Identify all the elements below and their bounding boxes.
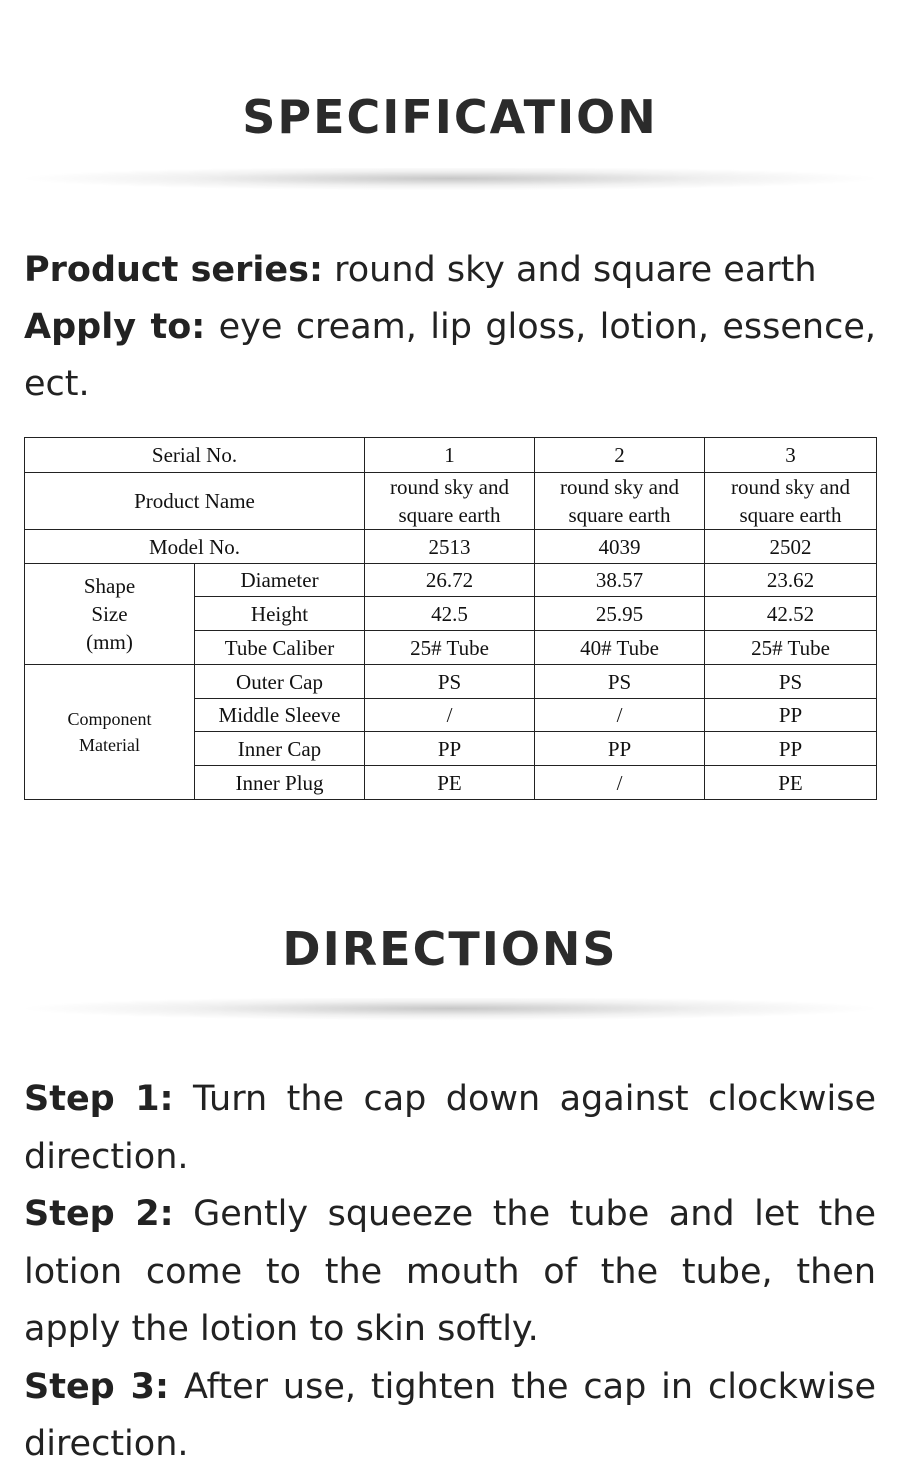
cell-line: square earth xyxy=(568,503,671,527)
table-cell: / xyxy=(535,699,705,732)
table-cell: 2502 xyxy=(705,530,877,564)
product-series-line xyxy=(24,242,876,299)
table-cell: 23.62 xyxy=(705,564,877,597)
table-cell: PP xyxy=(705,732,877,766)
table-cell: PP xyxy=(705,699,877,732)
table-cell: 25# Tube xyxy=(705,631,877,665)
cell-line: (mm) xyxy=(86,630,133,654)
table-cell: / xyxy=(535,766,705,800)
cell-line: round sky and xyxy=(560,475,679,499)
cell-line: Material xyxy=(79,735,140,755)
table-row xyxy=(25,665,877,699)
cell-line: round sky and xyxy=(731,475,850,499)
table-cell: 1 xyxy=(365,438,535,473)
specification-table xyxy=(24,437,877,800)
step-text: Gently squeeze the tube and let the lotion come to the mouth of the tube, then apply the lotion to skin softly. xyxy=(24,1194,876,1349)
product-intro xyxy=(24,242,876,413)
table-cell: 25# Tube xyxy=(365,631,535,665)
table-cell xyxy=(705,473,877,530)
cell-line: Component xyxy=(67,709,152,729)
cell-line: square earth xyxy=(739,503,842,527)
table-row xyxy=(25,530,877,564)
directions-steps xyxy=(24,1071,876,1474)
table-cell: PS xyxy=(535,665,705,699)
model-label: Model No. xyxy=(25,530,365,564)
cell-line: Size xyxy=(91,602,128,626)
table-row xyxy=(25,564,877,597)
table-cell: PP xyxy=(365,732,535,766)
row-label: Tube Caliber xyxy=(195,631,365,665)
table-cell: 42.52 xyxy=(705,597,877,631)
table-cell: PS xyxy=(705,665,877,699)
step-item xyxy=(24,1186,876,1359)
step-label: Step 2: xyxy=(24,1194,174,1234)
row-label: Inner Cap xyxy=(195,732,365,766)
table-cell xyxy=(535,473,705,530)
cell-line: Shape xyxy=(83,574,136,598)
apply-to-line xyxy=(24,299,876,413)
table-cell: 42.5 xyxy=(365,597,535,631)
table-cell: PP xyxy=(535,732,705,766)
title-divider xyxy=(20,168,880,198)
step-item xyxy=(24,1071,876,1186)
step-item xyxy=(24,1359,876,1474)
row-label: Inner Plug xyxy=(195,766,365,800)
row-label: Diameter xyxy=(195,564,365,597)
table-cell: 26.72 xyxy=(365,564,535,597)
serial-label: Serial No. xyxy=(25,438,365,473)
table-cell: 25.95 xyxy=(535,597,705,631)
step-label: Step 1: xyxy=(24,1079,174,1119)
table-cell: 3 xyxy=(705,438,877,473)
directions-title: DIRECTIONS xyxy=(282,922,618,976)
table-cell: PE xyxy=(365,766,535,800)
table-cell: PS xyxy=(365,665,535,699)
table-cell: 2 xyxy=(535,438,705,473)
product-series-value: round sky and square earth xyxy=(334,250,817,290)
step-text: Turn the cap down against clockwise direction. xyxy=(24,1079,877,1177)
table-cell: / xyxy=(365,699,535,732)
table-cell: 38.57 xyxy=(535,564,705,597)
title-divider xyxy=(20,998,880,1028)
cell-line: square earth xyxy=(398,503,501,527)
specification-title: SPECIFICATION xyxy=(242,90,658,144)
product-name-label: Product Name xyxy=(25,473,365,530)
apply-to-label: Apply to: xyxy=(24,307,206,347)
step-label: Step 3: xyxy=(24,1366,170,1407)
row-label: Outer Cap xyxy=(195,665,365,699)
table-row xyxy=(25,438,877,473)
step-text: After use, tighten the cap in clockwise direction. xyxy=(24,1366,876,1464)
table-cell: 2513 xyxy=(365,530,535,564)
cell-line: round sky and xyxy=(390,475,509,499)
table-row xyxy=(25,473,877,530)
row-label: Height xyxy=(195,597,365,631)
table-cell xyxy=(365,473,535,530)
row-label: Middle Sleeve xyxy=(195,699,365,732)
shape-size-label xyxy=(25,564,195,665)
product-series-label: Product series: xyxy=(24,250,323,290)
component-material-label xyxy=(25,665,195,800)
table-cell: 4039 xyxy=(535,530,705,564)
apply-to-value: eye cream, lip gloss, lotion, essence, ect. xyxy=(24,307,876,404)
table-cell: 40# Tube xyxy=(535,631,705,665)
table-cell: PE xyxy=(705,766,877,800)
